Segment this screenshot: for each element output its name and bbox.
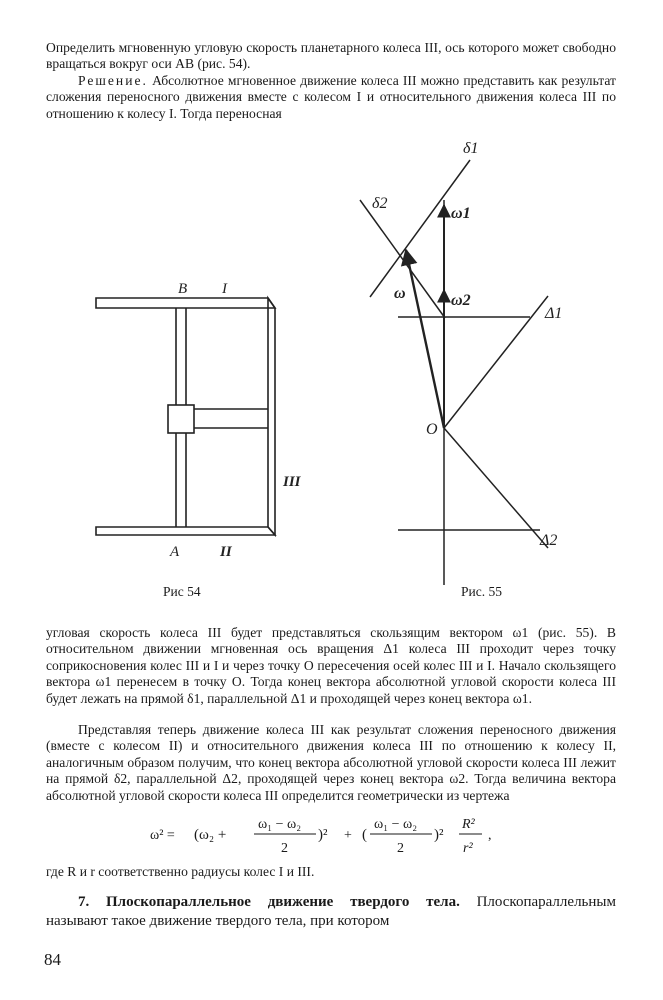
formula-term3-denominator: r² — [463, 841, 473, 856]
label-Delta1: Δ1 — [545, 305, 563, 322]
formula-plus: + — [344, 828, 352, 843]
label-II: II — [220, 544, 232, 560]
body-paragraph-2: Представляя теперь движение колеса III как результат сложения переносного движения (вместе с колесом II) и относительного движения колеса III по отношению к колесу II, аналогичным образом получим, что конец вектора абсолютной угловой скорости колеса III лежит на прямой δ2, параллельной Δ2, проходящей через конец вектора ω2. Тогда величина вектора абсолютной угловой скорости колеса III определится геометрически из чертежа — [46, 722, 616, 803]
body-paragraph-3: где R и r соответственно радиусы колес I и III. — [46, 864, 315, 879]
formula-term2-denominator: 2 — [397, 841, 404, 856]
label-III: III — [283, 474, 301, 490]
formula-comma: , — [488, 828, 492, 843]
label-I: I — [222, 281, 227, 297]
intro-problem-text: Определить мгновенную угловую скорость планетарного колеса III, ось которого может свободно вращаться вокруг оси AB (рис. 54). — [46, 40, 616, 72]
figure-55-drawing — [360, 160, 548, 585]
hub — [168, 405, 194, 433]
label-omega2: ω2 — [451, 292, 471, 309]
formula-term2-open: ( — [362, 827, 367, 843]
label-omega: ω — [394, 285, 406, 302]
section-text: Плоскопараллельным называют такое движение твердого тела, при котором — [46, 894, 616, 929]
section-heading: 7. Плоскопараллельное движение твердого тела. — [78, 894, 460, 910]
vector-omega — [406, 250, 444, 428]
figure-55-labels — [372, 140, 562, 549]
label-Delta2: Δ2 — [540, 532, 558, 549]
wheel-I-bar — [96, 298, 275, 308]
wheel-II-bar — [96, 527, 275, 535]
page-number: 84 — [44, 950, 61, 969]
figure-54-drawing — [96, 298, 275, 535]
label-delta1: δ1 — [463, 140, 479, 157]
solution-body: Абсолютное мгновенное движение колеса III можно представить как результат сложения переносного движения вместе с колесом I и относительного движения колеса III по отношению к колесу I. Тогда переносная — [46, 73, 616, 121]
caption-fig54: Рис 54 — [163, 584, 201, 599]
caption-fig55: Рис. 55 — [461, 584, 502, 599]
line-Delta1 — [444, 296, 548, 428]
label-delta2: δ2 — [372, 195, 388, 212]
formula-term1-denominator: 2 — [281, 841, 288, 856]
section-7 — [46, 893, 616, 931]
formula-term1-open: (ω₂ + — [194, 827, 227, 843]
formula-term1-numerator: ω₁ − ω₂ — [258, 817, 302, 832]
body-paragraph-1: угловая скорость колеса III будет представляться скользящим вектором ω1 (рис. 55). В относительном движении мгновенная ось вращения Δ1 колеса III проходит через точку соприкосновения колес III и I и через точку O пересечения осей колес III и I. Начало скользящего вектора ω1 перенесем в точку O. Тогда конец вектора абсолютной угловой скорости колеса III будет лежать на прямой δ1, параллельной Δ1 и проходящей через конец вектора ω1. — [46, 625, 616, 706]
label-O: O — [426, 421, 438, 438]
formula-term2-numerator: ω₁ − ω₂ — [374, 817, 418, 832]
solution-word: Решение. — [78, 73, 148, 88]
wheel-III-bar — [268, 298, 275, 535]
formula-lhs: ω² = — [150, 828, 175, 843]
label-B: B — [178, 281, 188, 297]
label-A: A — [170, 544, 180, 560]
formula-term1-close: )² — [318, 827, 328, 843]
label-omega1: ω1 — [451, 205, 471, 222]
line-delta1 — [370, 160, 470, 297]
formula-term3-numerator: R² — [462, 817, 475, 832]
formula-term2-close: )² — [434, 827, 444, 843]
formula — [150, 806, 510, 862]
